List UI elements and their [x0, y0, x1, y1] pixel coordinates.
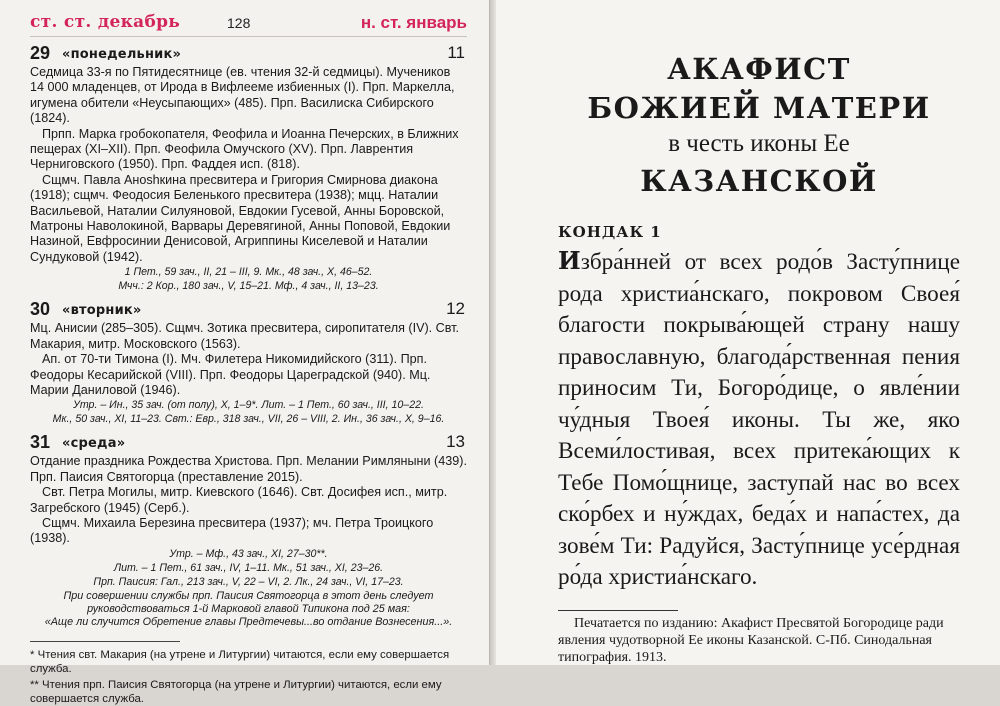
commemoration-text: Мц. Анисии (285–305). Сщмч. Зотика пресвитера, сиропитателя (IV). Свт. Макария, митр. Московского (1563).	[30, 321, 460, 351]
title-line: БОЖИЕЙ МАТЕРИ	[587, 91, 931, 125]
commemoration-text: Отдание праздника Рождества Христова. Прп. Мелании Римляныни (439). Прп. Паисия Святогорца (преставление 2015).	[30, 454, 467, 484]
scripture-reading: Лит. – 1 Пет., 61 зач., IV, 1–11. Мк., 51 зач., XI, 23–26.	[113, 561, 384, 574]
day-heading	[30, 299, 467, 321]
day-heading	[30, 43, 467, 65]
drop-initial: И	[558, 246, 581, 275]
title-line: АКАФИСТ	[667, 52, 851, 86]
footnote-divider	[30, 641, 180, 642]
source-divider	[558, 610, 678, 611]
kontakion-text	[558, 245, 960, 594]
day-number: 31	[30, 432, 51, 453]
weekday-name: «понедельник»	[62, 47, 182, 62]
source-note: Печатается по изданию: Акафист Пресвятой Богородице ради явления чудотворной Ее иконы Казанской. С-Пб. Синодальная типография. 1913.	[558, 615, 944, 665]
scripture-reading: Утр. – Мф., 43 зач., XI, 27–30**.	[169, 547, 328, 560]
scripture-reading: Прп. Паисия: Гал., 213 зач., V, 22 – VI, 2. Лк., 24 зач., VI, 17–23.	[93, 575, 404, 588]
footnote: * Чтения свт. Макария (на утрене и Литургии) читаются, если ему совершается служба.	[30, 649, 450, 676]
page-number: 128	[227, 15, 251, 31]
scripture-reading: Мк., 50 зач., XI, 11–23. Свт.: Евр., 318 зач., VII, 26 – VIII, 2. Ин., 36 зач., X, 9–16.	[52, 413, 445, 426]
weekday-name: «вторник»	[62, 303, 142, 319]
title-subtitle: в честь иконы Ее	[668, 130, 850, 157]
title-line: КАЗАНСКОЙ	[640, 164, 878, 198]
new-style-date: 12	[446, 299, 465, 319]
commemoration-text: Седмица 33-я по Пятидесятнице (ев. чтения 32-й седмицы). Мучеников 14 000 младенцев, от Ирода в Вифлееме избиенных (I). Прп. Маркелла, игумена обители «Неусыпающих» (485). Прп. Василиска Сибирского (1824).	[30, 65, 455, 126]
right-page	[496, 0, 1000, 665]
day-entry-29	[30, 43, 467, 293]
rubric-note: руководствоваться 1-й Марковой главой Типикона под 25 мая:	[87, 602, 410, 615]
footnote: ** Чтения прп. Паисия Святогорца (на утрене и Литургии) читаются, если ему совершается служба.	[30, 679, 442, 706]
scripture-reading: 1 Пет., 59 зач., II, 21 – III, 9. Мк., 48 зач., X, 46–52.	[124, 266, 373, 279]
day-entry-31	[30, 432, 467, 629]
day-heading	[30, 432, 467, 454]
scripture-reading: Мчч.: 2 Кор., 180 зач., V, 15–21. Мф., 4 зач., II, 13–23.	[118, 280, 379, 293]
rubric-note: «Аще ли случится Обретение главы Предтечевы...во отдание Вознесения...».	[44, 616, 453, 629]
rubric-note: При совершении службы прп. Паисия Святогорца в этот день следует	[63, 589, 434, 602]
page-header	[30, 10, 467, 37]
section-heading: КОНДАК 1	[558, 223, 662, 241]
new-style-date: 13	[446, 432, 465, 452]
new-style-date: 11	[447, 43, 465, 62]
commemoration-text: Сщмч. Михаила Березина пресвитера (1937); мч. Петра Троицкого (1938).	[30, 515, 434, 546]
day-number: 30	[30, 299, 51, 320]
header-new-style-month: н. ст. январь	[360, 13, 467, 32]
day-number: 29	[30, 43, 51, 63]
commemoration-text: Прпп. Марка гробокопателя, Феофила и Иоанна Печерских, в Ближних пещерах (XI–XII). Прп. Феофила Омучского (XV). Прп. Лаврентия Черниговского (1950). Прп. Фаддея исп. (818).	[30, 126, 459, 172]
kontakion-body: збра́нней от всех родо́в Засту́пнице рода христиа́нскаго, покровом Своея́ благости покрыва́ющей страну нашу православную, благода́рственная пения приносим Ти, Богоро́дице, о явле́нии чу́дныя Твоея́ иконы. Ты же, яко Всеми́лостивая, всех притека́ющих к Тебе Помо́щнице, заступай нас во всех ско́рбех и ну́ждах, беда́х и напа́стех, да зове́м Ти: Радуйся, Засту́пнице усе́рдная ро́да христиа́нскаго.	[558, 249, 960, 590]
commemoration-text: Ап. от 70-ти Тимона (I). Мч. Филетера Никомидийского (311). Прп. Феодоры Кесарийской (VIII). Прп. Феодоры Цареградской (940). Мц. Марии Даниловой (1946).	[30, 352, 431, 397]
akathist-title	[558, 50, 960, 128]
day-entry-30	[30, 299, 467, 426]
left-page	[0, 0, 490, 706]
commemoration-text: Сщмч. Павла Аноshкина пресвитера и Григория Смирнова диакона (1918); сщмч. Феодосия Беленького пресвитера (1938); мцц. Наталии Васильевой, Наталии Силуяновой, Евдокии Гусевой, Анны Боровской, Матроны Наволокиной, Варвары Деревягиной, Анны Поповой, Евдокии Назиной, Евфросинии Денисовой, Агриппины Киселевой и Наталии Сундуковой (1942).	[30, 172, 451, 264]
scripture-reading: Утр. – Ин., 35 зач. (от полу), X, 1–9*. Лит. – 1 Пет., 60 зач., III, 10–22.	[73, 399, 424, 412]
header-old-style-month: ст. ст. декабрь	[30, 12, 181, 32]
weekday-name: «среда»	[62, 436, 126, 452]
commemoration-text: Свт. Петра Могилы, митр. Киевского (1646). Свт. Досифея исп., митр. Загребского (1945) (Серб.).	[30, 485, 448, 515]
